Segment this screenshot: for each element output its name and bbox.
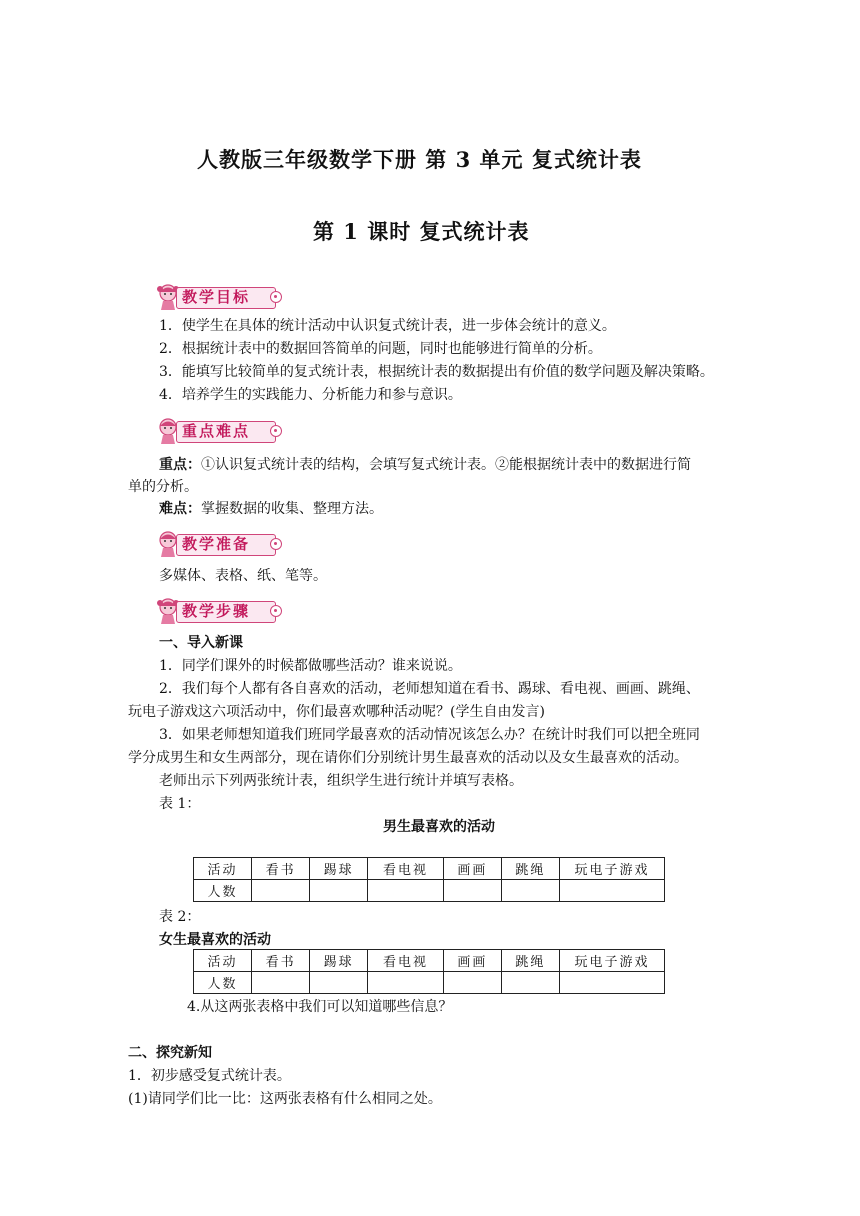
table-row-label: 人数 bbox=[194, 972, 252, 994]
section-label-goals: 教学目标 bbox=[182, 288, 251, 306]
table-cell-empty[interactable] bbox=[310, 972, 368, 994]
table-header-cell: 活动 bbox=[194, 858, 252, 880]
step-item-cont: 学分成男生和女生两部分，现在请你们分别统计男生最喜欢的活动以及女生最喜欢的活动。 bbox=[128, 750, 688, 766]
flower-icon bbox=[270, 425, 282, 437]
goal-item: 4．培养学生的实践能力、分析能力和参与意识。 bbox=[159, 387, 462, 403]
section-badge-key-points bbox=[156, 417, 280, 445]
table-boys-activities bbox=[193, 857, 665, 902]
table-header-cell: 看书 bbox=[252, 950, 310, 972]
prep-text: 多媒体、表格、纸、笔等。 bbox=[159, 568, 327, 584]
step-subitem: (1)请同学们比一比：这两张表格有什么相同之处。 bbox=[128, 1091, 442, 1107]
section-label-steps: 教学步骤 bbox=[182, 602, 251, 620]
table-header-cell: 跳绳 bbox=[501, 950, 559, 972]
flower-icon bbox=[270, 538, 282, 550]
table-cell-empty[interactable] bbox=[501, 880, 559, 902]
table2-title: 女生最喜欢的活动 bbox=[159, 932, 271, 948]
table1-title: 男生最喜欢的活动 bbox=[383, 819, 495, 835]
step-item: 老师出示下列两张统计表，组织学生进行统计并填写表格。 bbox=[159, 773, 523, 789]
goal-item: 1．使学生在具体的统计活动中认识复式统计表，进一步体会统计的意义。 bbox=[159, 318, 616, 334]
table-cell-empty[interactable] bbox=[559, 972, 664, 994]
key-point-text: ①认识复式统计表的结构，会填写复式统计表。②能根据统计表中的数据进行简 bbox=[201, 457, 691, 473]
table-header-cell: 玩电子游戏 bbox=[559, 950, 664, 972]
table-cell-empty[interactable] bbox=[368, 972, 444, 994]
key-point-label: 重点： bbox=[159, 457, 201, 473]
section-badge-prep bbox=[156, 530, 280, 558]
table2-label: 表 2： bbox=[159, 909, 201, 925]
table-header-cell: 看电视 bbox=[368, 858, 444, 880]
table-cell-empty[interactable] bbox=[501, 972, 559, 994]
difficulty-label: 难点： bbox=[159, 501, 201, 517]
table-row-label: 人数 bbox=[194, 880, 252, 902]
key-point-line bbox=[159, 453, 691, 477]
table-cell-empty[interactable] bbox=[310, 880, 368, 902]
table1-label: 表 1： bbox=[159, 796, 201, 812]
flower-icon bbox=[270, 605, 282, 617]
key-point-line-cont: 单的分析。 bbox=[128, 479, 198, 495]
step-item: 1．同学们课外的时候都做哪些活动？谁来说说。 bbox=[159, 658, 462, 674]
table-row bbox=[194, 880, 665, 902]
step-item-cont: 玩电子游戏这六项活动中，你们最喜欢哪种活动呢？(学生自由发言) bbox=[128, 704, 545, 720]
table-cell-empty[interactable] bbox=[368, 880, 444, 902]
table-header-cell: 玩电子游戏 bbox=[559, 858, 664, 880]
step-item: 4.从这两张表格中我们可以知道哪些信息？ bbox=[187, 999, 453, 1015]
table-header-cell: 活动 bbox=[194, 950, 252, 972]
table-cell-empty[interactable] bbox=[443, 880, 501, 902]
table-header-cell: 看电视 bbox=[368, 950, 444, 972]
page-title: 人教版三年级数学下册 第 3 单元 复式统计表 bbox=[197, 147, 642, 172]
table-row bbox=[194, 972, 665, 994]
section-label-prep: 教学准备 bbox=[182, 535, 251, 553]
part2-heading: 二、探究新知 bbox=[128, 1045, 212, 1061]
difficulty-text: 掌握数据的收集、整理方法。 bbox=[201, 501, 383, 517]
table-cell-empty[interactable] bbox=[443, 972, 501, 994]
table-header-cell: 踢球 bbox=[310, 950, 368, 972]
step-item: 3．如果老师想知道我们班同学最喜欢的活动情况该怎么办？在统计时我们可以把全班同 bbox=[159, 727, 700, 743]
table-header-cell: 看书 bbox=[252, 858, 310, 880]
section-badge-steps bbox=[156, 597, 280, 625]
table-cell-empty[interactable] bbox=[252, 972, 310, 994]
table-row bbox=[194, 858, 665, 880]
section-label-key-points: 重点难点 bbox=[182, 422, 251, 440]
table-header-cell: 踢球 bbox=[310, 858, 368, 880]
table-header-cell: 跳绳 bbox=[501, 858, 559, 880]
step-item: 1．初步感受复式统计表。 bbox=[128, 1068, 291, 1084]
step-item: 2．我们每个人都有各自喜欢的活动，老师想知道在看书、踢球、看电视、画画、跳绳、 bbox=[159, 681, 700, 697]
table-header-cell: 画画 bbox=[443, 950, 501, 972]
flower-icon bbox=[270, 291, 282, 303]
table-girls-activities bbox=[193, 949, 665, 994]
section-badge-goals bbox=[156, 283, 280, 311]
table-cell-empty[interactable] bbox=[559, 880, 664, 902]
goal-item: 2．根据统计表中的数据回答简单的问题，同时也能够进行简单的分析。 bbox=[159, 341, 602, 357]
lesson-title: 第 1 课时 复式统计表 bbox=[313, 219, 530, 244]
table-row bbox=[194, 950, 665, 972]
table-cell-empty[interactable] bbox=[252, 880, 310, 902]
table-header-cell: 画画 bbox=[443, 858, 501, 880]
part1-heading: 一、导入新课 bbox=[159, 635, 243, 651]
goal-item: 3．能填写比较简单的复式统计表，根据统计表的数据提出有价值的数学问题及解决策略。 bbox=[159, 364, 714, 380]
difficulty-line bbox=[159, 497, 383, 521]
